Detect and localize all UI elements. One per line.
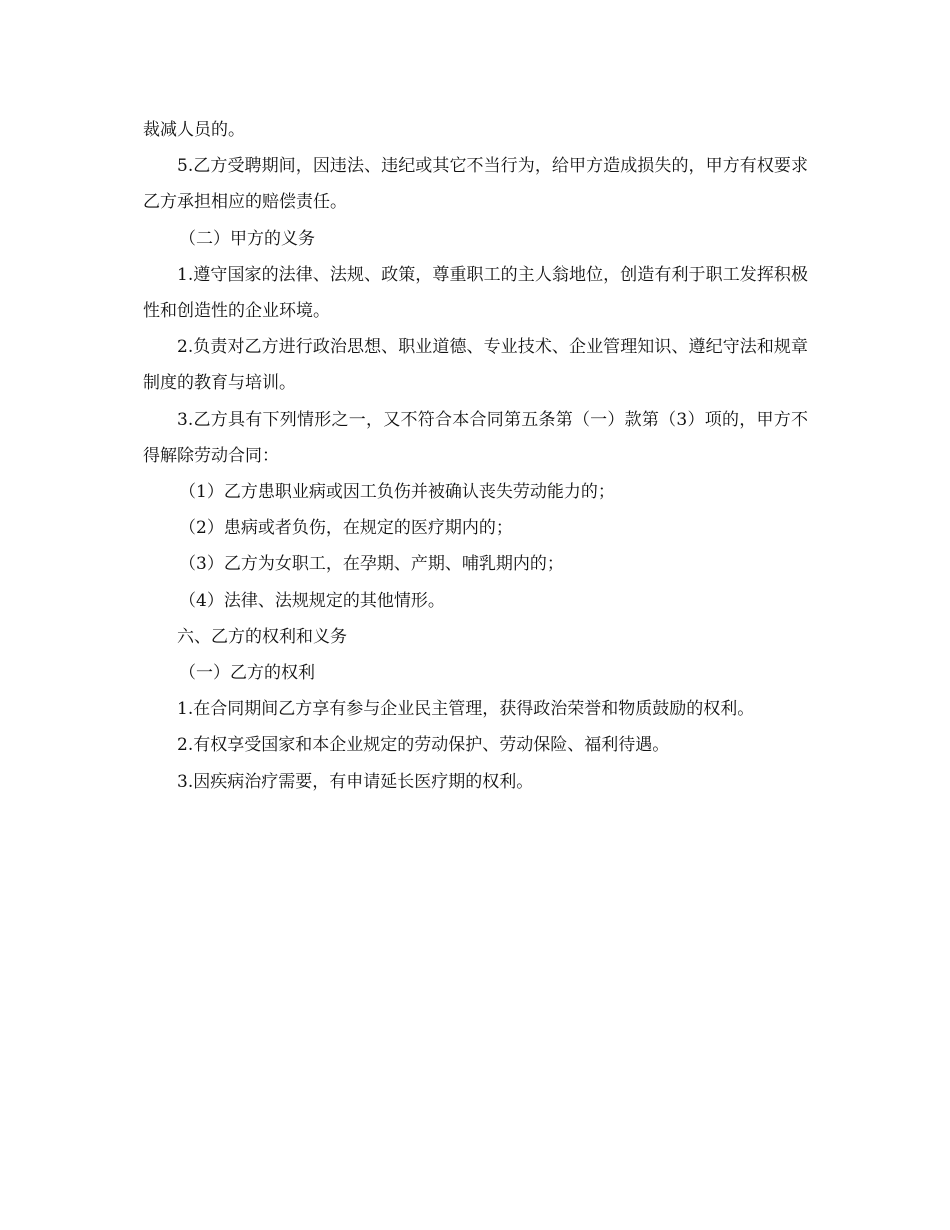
section-heading-party-b-rights: （一）乙方的权利: [179, 663, 315, 684]
document-body: [143, 112, 808, 800]
paragraph-item-2-training: 2.负责对乙方进行政治思想、职业道德、专业技术、企业管理知识、遵纪守法和规章制度的教育与培训。: [143, 337, 808, 394]
paragraph-item-3-no-termination: 3.乙方具有下列情形之一，又不符合本合同第五条第（一）款第（3）项的，甲方不得解除劳动合同：: [143, 409, 808, 466]
paragraph-right-3-medical-extension: 3.因疾病治疗需要，有申请延长医疗期的权利。: [177, 771, 534, 792]
sub-item-4-other-cases: （4）法律、法规规定的其他情形。: [179, 590, 445, 611]
section-heading-party-b-rights-obligations: 六、乙方的权利和义务: [177, 626, 347, 647]
sub-item-3-female-employee: （3）乙方为女职工，在孕期、产期、哺乳期内的；: [179, 554, 564, 575]
section-heading-party-a-obligations: （二）甲方的义务: [179, 228, 315, 249]
paragraph-item-5-compensation: 5.乙方受聘期间，因违法、违纪或其它不当行为，给甲方造成损失的，甲方有权要求乙方承担相应的赔偿责任。: [143, 156, 808, 213]
paragraph-item-1-obey-laws: 1.遵守国家的法律、法规、政策，尊重职工的主人翁地位，创造有利于职工发挥积极性和创造性的企业环境。: [143, 264, 808, 322]
paragraph-right-2-labor-protection: 2.有权享受国家和本企业规定的劳动保护、劳动保险、福利待遇。: [177, 735, 670, 756]
sub-item-2-medical-period: （2）患病或者负伤，在规定的医疗期内的；: [179, 518, 513, 539]
paragraph-right-1-participation: 1.在合同期间乙方享有参与企业民主管理，获得政治荣誉和物质鼓励的权利。: [177, 699, 755, 720]
sub-item-1-occupational-disease: （1）乙方患职业病或因工负伤并被确认丧失劳动能力的；: [179, 482, 615, 503]
paragraph-continuation: 裁减人员的。: [143, 120, 245, 140]
